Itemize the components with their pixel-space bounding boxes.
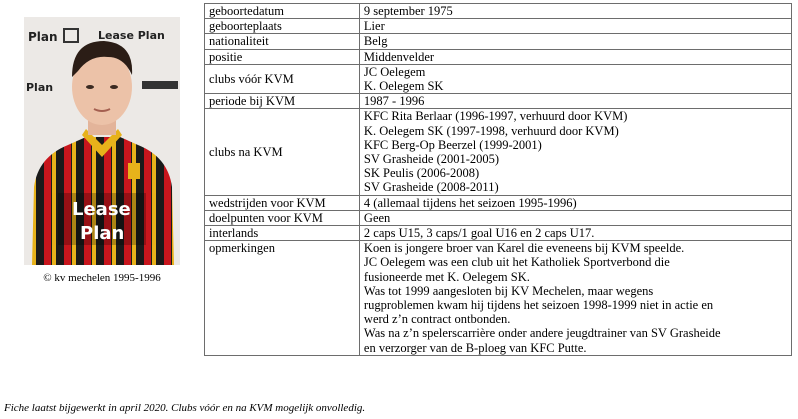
player-info-table (204, 3, 792, 356)
row-value (359, 64, 791, 93)
backdrop-sponsor-text: Plan (28, 30, 58, 44)
row-label: opmerkingen (205, 241, 360, 356)
table-row (205, 241, 792, 356)
backdrop-sponsor-text: Lease Plan (98, 29, 165, 42)
player-photo-column (0, 3, 204, 403)
row-value: 2 caps U15, 3 caps/1 goal U16 en 2 caps U17. (359, 226, 791, 241)
remark-line: fusioneerde met K. Oelegem SK. (363, 269, 530, 284)
photo-caption: © kv mechelen 1995-1996 (43, 272, 161, 284)
player-portrait-image (24, 17, 180, 265)
club-line: K. Oelegem SK (363, 79, 444, 94)
remark-line: Koen is jongere broer van Karel die eveneens bij KVM speelde. (363, 241, 685, 256)
shirt-sponsor-text: Lease (72, 199, 131, 220)
player-photo (24, 17, 180, 265)
table-row (205, 210, 792, 225)
table-row (205, 195, 792, 210)
table-row (205, 49, 792, 64)
row-label: clubs na KVM (205, 109, 360, 195)
row-value: Middenvelder (359, 49, 791, 64)
table-row (205, 109, 792, 195)
row-value: Lier (359, 19, 791, 34)
row-value: Belg (359, 34, 791, 49)
row-label: doelpunten voor KVM (205, 210, 360, 225)
row-label: nationaliteit (205, 34, 360, 49)
row-value: 4 (allemaal tijdens het seizoen 1995-1996) (359, 195, 791, 210)
remark-line: werd z’n contract ontbonden. (363, 312, 511, 327)
club-line: SV Grasheide (2001-2005) (363, 152, 500, 167)
row-label: geboorteplaats (205, 19, 360, 34)
row-value: 1987 - 1996 (359, 94, 791, 109)
row-label: interlands (205, 226, 360, 241)
remark-line: rugproblemen kwam hij tijdens het seizoen 1998-1999 niet in actie en (363, 298, 714, 313)
row-value (359, 109, 791, 195)
table-row (205, 64, 792, 93)
shirt-sponsor-text: Plan (80, 223, 125, 244)
club-line: SK Peulis (2006-2008) (363, 166, 480, 181)
row-value: 9 september 1975 (359, 4, 791, 19)
row-label: wedstrijden voor KVM (205, 195, 360, 210)
row-value: Geen (359, 210, 791, 225)
table-row (205, 34, 792, 49)
club-line: SV Grasheide (2008-2011) (363, 180, 499, 195)
row-label: clubs vóór KVM (205, 64, 360, 93)
club-line: JC Oelegem (363, 64, 426, 79)
club-line: KFC Berg-Op Beerzel (1999-2001) (363, 137, 542, 152)
club-line: K. Oelegem SK (1997-1998, verhuurd door KVM) (363, 123, 619, 138)
row-label: positie (205, 49, 360, 64)
row-value (359, 241, 791, 356)
footer-note: Fiche laatst bijgewerkt in april 2020. Clubs vóór en na KVM mogelijk onvolledig. (4, 402, 366, 414)
remark-line: en verzorger van de B-ploeg van KFC Putte. (363, 340, 587, 355)
row-label: geboortedatum (205, 4, 360, 19)
backdrop-sponsor-text: Plan (26, 81, 54, 94)
remark-line: Was na z’n spelerscarrière onder andere jeugdtrainer van SV Grasheide (363, 326, 721, 341)
table-row (205, 19, 792, 34)
remark-line: JC Oelegem was een club uit het Katholiek Sportverbond die (363, 255, 670, 270)
table-row (205, 226, 792, 241)
remark-line: Was tot 1999 aangesloten bij KV Mechelen, maar wegens (363, 283, 654, 298)
table-row (205, 94, 792, 109)
table-row (205, 4, 792, 19)
row-label: periode bij KVM (205, 94, 360, 109)
club-line: KFC Rita Berlaar (1996-1997, verhuurd door KVM) (363, 109, 628, 124)
